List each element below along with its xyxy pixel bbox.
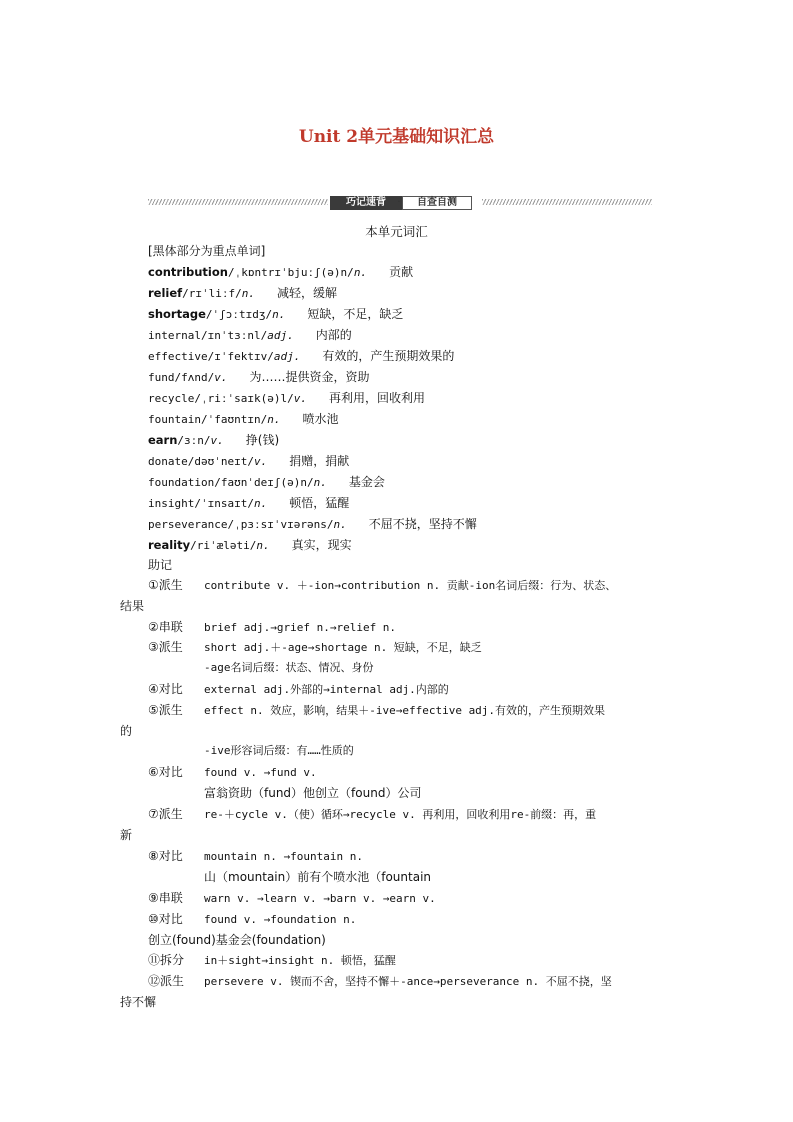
vocab-word: insight (148, 497, 195, 510)
vocab-pos: v. (214, 371, 228, 384)
vocab-word: earn (148, 433, 178, 447)
banner-label-left: 巧记速背 (330, 196, 402, 210)
banner-label-right: 自查自测 (402, 196, 472, 210)
vocab-row (148, 347, 454, 365)
vocab-pos: n. (253, 497, 268, 510)
vocab-phonetic: /ˈɪnsaɪt/ (194, 497, 254, 510)
vocab-meaning: 贡献 (389, 265, 414, 279)
vocab-meaning: 顿悟，猛醒 (289, 496, 350, 510)
memo-text: brief adj.→grief n.→relief n. (204, 621, 397, 634)
vocab-pos: v. (253, 455, 268, 468)
memo-item (148, 889, 436, 907)
memo-text: persevere v. 锲而不舍，坚持不懈＋-ance→perseverance n. 不屈不挠，坚 (204, 975, 612, 988)
section-banner (148, 196, 652, 210)
memo-label: ②串联 (148, 620, 183, 634)
memo-text: found v. →foundation n. (204, 913, 357, 926)
vocab-phonetic: /ɪnˈtɜːnl/ (200, 329, 268, 342)
memo-text: warn v. →learn v. →barn v. →earn v. (204, 892, 436, 905)
vocab-word: fund (148, 371, 175, 384)
vocab-meaning: 不屈不挠，坚持不懈 (368, 517, 477, 531)
memo-item (148, 763, 317, 781)
vocab-phonetic: /fʌnd/ (174, 371, 215, 384)
memo-item (148, 972, 612, 990)
vocab-pos: v. (293, 392, 307, 405)
memo-text: mountain n. →fountain n. (204, 850, 363, 863)
memo-subnote: 创立(found)基金会(foundation) (148, 933, 326, 947)
memo-label: ①派生 (148, 578, 183, 592)
vocab-phonetic: /ˈfaʊntɪn/ (200, 413, 268, 426)
vocab-row (148, 515, 477, 533)
vocab-word: effective (148, 350, 208, 363)
vocab-row (148, 410, 338, 428)
vocab-row (148, 473, 385, 491)
vocab-row (148, 263, 413, 281)
vocab-meaning: 挣(钱) (245, 433, 280, 447)
vocab-word: contribution (148, 265, 228, 279)
vocab-phonetic: /faʊnˈdeɪʃ(ə)n/ (214, 476, 314, 489)
vocab-pos: n. (333, 518, 347, 531)
vocab-phonetic: /ˌriːˈsaɪk(ə)l/ (194, 392, 294, 405)
vocab-word: relief (148, 286, 183, 300)
vocab-phonetic: /ˌkɒntrɪˈbjuːʃ(ə)n/ (227, 266, 354, 279)
memo-label: ⑦派生 (148, 807, 183, 821)
vocab-pos: n. (256, 539, 270, 552)
vocab-pos: adj. (273, 350, 301, 363)
memo-heading: 助记 (148, 558, 173, 572)
vocab-word: foundation (148, 476, 215, 489)
memo-subnote: 山（mountain）前有个喷水池（fountain (204, 870, 432, 884)
memo-item (148, 618, 396, 636)
vocab-word: internal (148, 329, 201, 342)
memo-item (148, 680, 449, 698)
memo-label: ⑥对比 (148, 765, 183, 779)
memo-label: ⑪拆分 (148, 953, 185, 967)
memo-subnote: 富翁资助（fund）他创立（found）公司 (204, 786, 422, 800)
memo-subnote: -ive形容词后缀：有……性质的 (204, 744, 354, 757)
vocab-row (148, 494, 349, 512)
memo-label: ⑧对比 (148, 849, 183, 863)
memo-text: found v. →fund v. (204, 766, 317, 779)
section-title: 本单元词汇 (365, 224, 428, 239)
banner-hatch-right (482, 199, 652, 205)
memo-text: short adj.＋-age→shortage n. 短缺，不足，缺乏 (204, 641, 482, 654)
vocab-word: recycle (148, 392, 195, 405)
memo-text: in＋sight→insight n. 顿悟，猛醒 (204, 954, 396, 967)
vocab-meaning: 再利用，回收利用 (328, 391, 425, 405)
vocab-word: reality (148, 538, 191, 552)
memo-item (148, 910, 356, 928)
vocab-pos: adj. (267, 329, 294, 342)
vocab-meaning: 真实，现实 (291, 538, 352, 552)
memo-text: external adj.外部的→internal adj.内部的 (204, 683, 449, 696)
memo-label: ⑫派生 (148, 974, 185, 988)
banner-hatch-left (148, 199, 328, 205)
vocab-word: shortage (148, 307, 206, 321)
memo-label: ⑤派生 (148, 703, 183, 717)
memo-label: ⑨串联 (148, 891, 183, 905)
vocab-phonetic: /rɪˈliːf/ (182, 287, 242, 300)
memo-continuation: 结果 (120, 599, 145, 613)
memo-item (148, 638, 482, 656)
vocab-meaning: 短缺，不足，缺乏 (307, 307, 404, 321)
memo-text: effect n. 效应，影响，结果＋-ive→effective adj.有效的，产生预期效果 (204, 704, 606, 717)
vocab-phonetic: /ɪˈfektɪv/ (207, 350, 274, 363)
vocab-pos: n. (272, 308, 286, 321)
vocab-meaning: 内部的 (315, 328, 352, 342)
vocab-meaning: 捐赠，捐献 (289, 454, 350, 468)
vocab-pos: v. (210, 434, 224, 447)
vocab-row (148, 368, 370, 386)
vocab-phonetic: /ˌpɜːsɪˈvɪərəns/ (227, 518, 334, 531)
vocab-row (148, 284, 337, 302)
memo-item (148, 951, 396, 969)
memo-continuation: 持不懈 (120, 995, 157, 1009)
memo-continuation: 新 (120, 828, 133, 842)
memo-text: contribute v. ＋-ion→contribution n. 贡献-ion名词后缀：行为、状态、 (204, 579, 617, 592)
vocab-phonetic: /ɜːn/ (177, 434, 211, 447)
memo-item (148, 847, 363, 865)
vocab-word: fountain (148, 413, 201, 426)
vocab-row (148, 326, 352, 344)
vocab-row (148, 536, 352, 554)
memo-label: ③派生 (148, 640, 183, 654)
memo-label: ④对比 (148, 682, 183, 696)
vocab-row (148, 431, 279, 449)
vocab-pos: n. (353, 266, 368, 279)
vocab-meaning: 基金会 (348, 475, 385, 489)
vocab-meaning: 减轻，缓解 (277, 286, 338, 300)
vocab-phonetic: /dəʊˈneɪt/ (187, 455, 254, 468)
memo-text: re-＋cycle v.（使）循环→recycle v. 再利用，回收利用re-前缀：再，重 (204, 808, 597, 821)
vocab-row (148, 389, 425, 407)
vocab-word: perseverance (148, 518, 228, 531)
vocab-pos: n. (241, 287, 256, 300)
memo-continuation: 的 (120, 724, 133, 738)
memo-item (148, 701, 605, 719)
page-title: Unit 2单元基础知识汇总 (298, 127, 495, 147)
bold-note: [黑体部分为重点单词] (148, 244, 266, 258)
vocab-phonetic: /riˈæləti/ (190, 539, 257, 552)
memo-label: ⑩对比 (148, 912, 183, 926)
vocab-pos: n. (313, 476, 327, 489)
vocab-row (148, 305, 403, 323)
vocab-pos: n. (267, 413, 281, 426)
memo-subnote: -age名词后缀：状态、情况、身份 (204, 661, 374, 674)
banner-dot: · (397, 197, 401, 208)
vocab-word: donate (148, 455, 188, 468)
vocab-meaning: 为……提供资金，资助 (249, 370, 370, 384)
vocab-row (148, 452, 349, 470)
memo-item (148, 576, 616, 594)
vocab-meaning: 有效的，产生预期效果的 (322, 349, 455, 363)
vocab-meaning: 喷水池 (302, 412, 339, 426)
memo-item (148, 805, 596, 823)
vocab-phonetic: /ˈʃɔːtɪdʒ/ (205, 308, 273, 321)
